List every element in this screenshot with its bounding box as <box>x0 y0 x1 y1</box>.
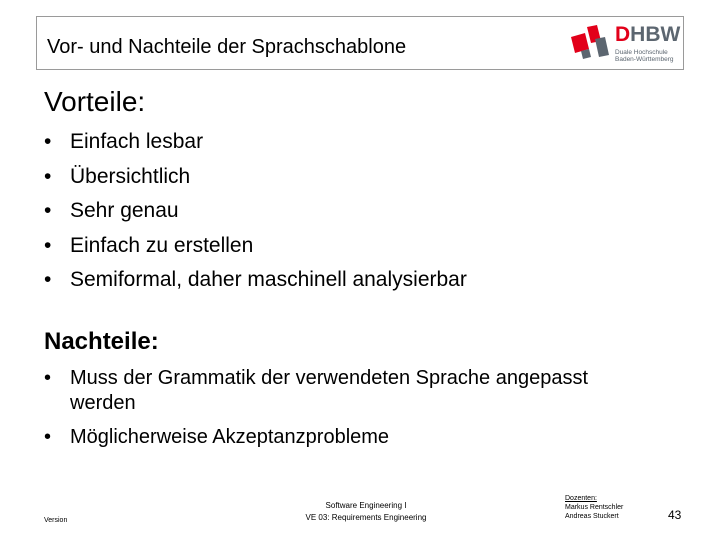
dhbw-logo-mark-icon <box>567 25 613 59</box>
footer-lecturers <box>565 494 623 521</box>
bullet: • <box>44 199 52 222</box>
advantage-text: Sehr genau <box>70 199 179 222</box>
bullet: • <box>44 164 52 188</box>
disadvantage-text: Möglicherweise Akzeptanzprobleme <box>70 426 390 448</box>
disadvantages-heading: Nachteile: <box>44 328 159 355</box>
logo-wordmark <box>615 23 680 47</box>
footer-lecture: VE 03: Requirements Engineering <box>305 513 427 522</box>
advantage-text: Einfach zu erstellen <box>70 233 254 257</box>
bullet: • <box>44 233 52 257</box>
advantages-heading: Vorteile: <box>44 86 146 117</box>
list-item <box>44 366 630 416</box>
list-item <box>44 425 630 450</box>
bullet: • <box>44 268 52 291</box>
advantage-text: Einfach lesbar <box>70 130 204 153</box>
dhbw-logo <box>565 23 681 65</box>
bullet: • <box>44 426 52 448</box>
logo-letter-d: D <box>615 23 631 46</box>
footer-course-info <box>260 500 472 524</box>
advantages-list <box>44 125 467 298</box>
footer-course: Software Engineering I <box>325 501 407 510</box>
footer-version: Version <box>44 517 68 524</box>
slide-title: Vor- und Nachteile der Sprachschablone <box>47 36 407 58</box>
bullet: • <box>44 367 52 389</box>
disadvantage-text: Muss der Grammatik der verwendeten Sprache angepasst werden <box>70 367 589 414</box>
logo-letters-hbw: HBW <box>630 23 681 46</box>
advantage-text: Semiformal, daher maschinell analysierbar <box>70 268 467 291</box>
logo-subtitle-line1: Duale Hochschule <box>615 49 668 56</box>
list-item <box>44 263 467 298</box>
list-item <box>44 125 467 160</box>
bullet: • <box>44 130 52 153</box>
list-item <box>44 194 467 229</box>
lecturer-name: Andreas Stuckert <box>565 513 619 520</box>
disadvantages-list <box>44 366 630 459</box>
lecturer-name: Markus Rentschler <box>565 504 624 511</box>
header-box <box>36 16 684 70</box>
page-number: 43 <box>668 508 682 522</box>
list-item <box>44 229 467 264</box>
list-item <box>44 160 467 195</box>
logo-subtitle-line2: Baden-Württemberg <box>615 56 674 63</box>
lecturers-label: Dozenten: <box>565 495 597 502</box>
advantage-text: Übersichtlich <box>70 164 191 188</box>
